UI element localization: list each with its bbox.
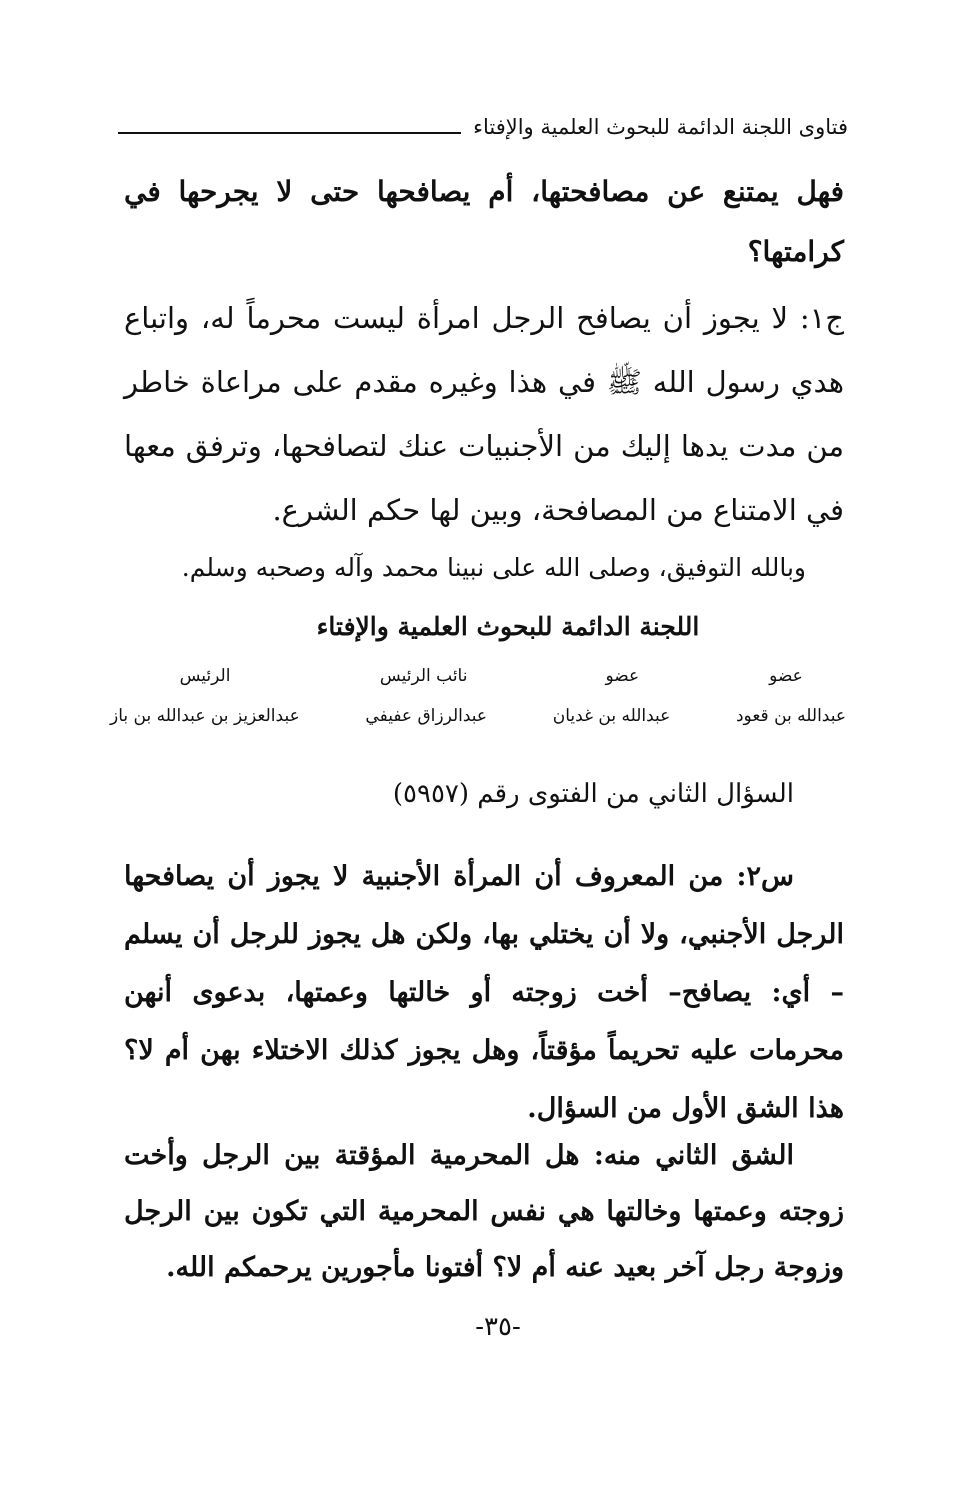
question-2-part-2: الشق الثاني منه: هل المحرمية المؤقتة بين الرجل وأخت زوجته وعمتها وخالتها هي نفس المحرمية التي تكون بين الرجل وزوجة رجل آخر بعيد عنه أم لا؟ أفتونا مأجورين يرحمكم الله.: [124, 1140, 844, 1283]
signature-names: [110, 706, 846, 726]
signature-name: عبدالرزاق عفيفي: [365, 706, 488, 726]
page-number: -٣٥-: [475, 1312, 521, 1342]
signature-name: عبدالعزيز بن عبدالله بن باز: [110, 706, 300, 726]
signature-roles: [110, 666, 846, 686]
question-2-heading: السؤال الثاني من الفتوى رقم (٥٩٥٧): [392, 779, 794, 809]
signature-role: عضو: [769, 666, 803, 686]
closing-prayer: وبالله التوفيق، وصلى الله على نبينا محمد وآله وصحبه وسلم.: [181, 553, 806, 582]
committee-title: اللجنة الدائمة للبحوث العلمية والإفتاء: [316, 612, 700, 641]
signature-role: نائب الرئيس: [379, 666, 468, 686]
signature-name: عبدالله بن غديان: [552, 706, 671, 726]
signature-role: عضو: [605, 666, 640, 686]
signature-name: عبدالله بن قعود: [735, 706, 846, 726]
question-2-part-1: س٢: من المعروف أن المرأة الأجنبية لا يجوز أن يصافحها الرجل الأجنبي، ولا أن يختلي بها، ولكن هل يجوز للرجل أن يسلم – أي: يصافح– أخت زوجته أو خالتها وعمتها، بدعوى أنهن محرمات عليه تحريماً مؤقتاً، وهل يجوز كذلك الاختلاء بهن أم لا؟ هذا الشق الأول من السؤال.: [124, 861, 844, 1124]
header-title: فتاوى اللجنة الدائمة للبحوث العلمية والإفتاء: [473, 115, 848, 139]
question-1-tail: فهل يمتنع عن مصافحتها، أم يصافحها حتى لا يجرحها في كرامتها؟: [124, 175, 844, 268]
signature-role: الرئيس: [179, 666, 231, 686]
answer-1: ج١: لا يجوز أن يصافح الرجل امرأة ليست محرماً له، واتباع هدي رسول الله ﷺ في هذا وغيره مقدم على مراعاة خاطر من مدت يدها إليك من الأجنبيات عنك لتصافحها، وترفق معها في الامتناع من المصافحة، وبين لها حكم الشرع.: [124, 301, 844, 527]
header-rule: [118, 132, 461, 134]
running-header: [118, 104, 848, 138]
